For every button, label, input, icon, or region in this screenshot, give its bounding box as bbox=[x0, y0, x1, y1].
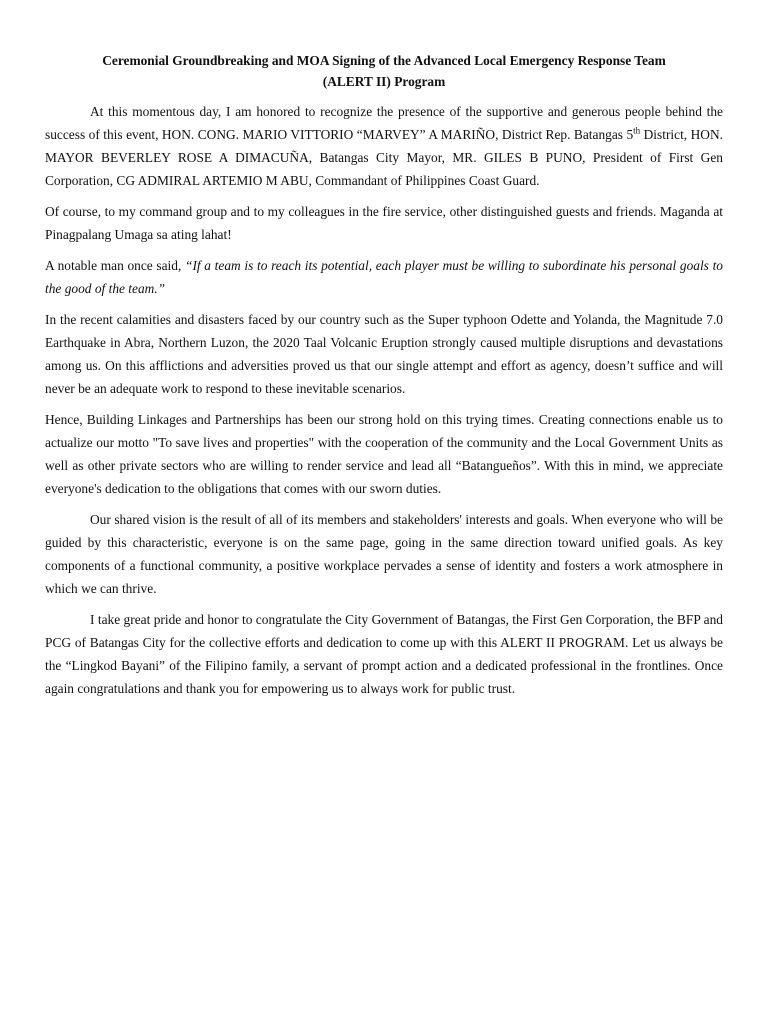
document-page bbox=[45, 50, 723, 708]
quote-lead-in: A notable man once said, bbox=[45, 258, 185, 273]
paragraph-acknowledgements bbox=[45, 100, 723, 192]
paragraph-calamities: In the recent calamities and disasters faced by our country such as the Super typhoon Odette and Yolanda, the Magnitude 7.0 Earthquake in Abra, Northern Luzon, the 2020 Taal Volcanic Eruption strongly caused multiple disruptions and devastations among us. On this afflictions and adversities proved us that our single attempt and effort as agency, doesn’t suffice and will never be an adequate work to respond to these inevitable scenarios. bbox=[45, 312, 723, 396]
paragraph-shared-vision: Our shared vision is the result of all of its members and stakeholders' interests and goals. When everyone who will be guided by this characteristic, everyone is on the same page, going in the same direction toward unified goals. As key components of a functional community, a positive workplace pervades a sense of identity and fosters a work atmosphere in which we can thrive. bbox=[45, 512, 723, 596]
paragraph-acknowledgements-part-1: At this momentous day, I am honored to recognize the presence of the supportive and generous people behind the success of this event, HON. CONG. MARIO VITTORIO “MARVEY” A MARIÑO, District Rep. Batangas 5 bbox=[45, 104, 723, 142]
document-title bbox=[45, 50, 723, 92]
document-title-line-1: Ceremonial Groundbreaking and MOA Signing of the Advanced Local Emergency Response Team bbox=[102, 53, 666, 68]
paragraph-acknowledgements-part-2: District, HON. MAYOR BEVERLEY ROSE A DIMACUÑA, Batangas City Mayor, MR. GILES B PUNO, President of First Gen Corporation, CG ADMIRAL ARTEMIO M ABU, Commandant of Philippines Coast Guard. bbox=[45, 127, 723, 188]
paragraph-greetings: Of course, to my command group and to my colleagues in the fire service, other distinguished guests and friends. Maganda at Pinagpalang Umaga sa ating lahat! bbox=[45, 204, 723, 242]
paragraph-quote bbox=[45, 254, 723, 300]
paragraph-partnerships: Hence, Building Linkages and Partnerships has been our strong hold on this trying times. Creating connections enable us to actualize our motto "To save lives and properties" with the cooperation of the community and the Local Government Units as well as other private sectors who are willing to render service and lead all “Batangueños”. With this in mind, we appreciate everyone's dedication to the obligations that comes with our sworn duties. bbox=[45, 412, 723, 496]
ordinal-suffix: th bbox=[633, 125, 641, 136]
quote-text: “If a team is to reach its potential, each player must be willing to subordinate his personal goals to the good of the team.” bbox=[45, 258, 723, 296]
paragraph-congratulations: I take great pride and honor to congratulate the City Government of Batangas, the First Gen Corporation, the BFP and PCG of Batangas City for the collective efforts and dedication to come up with this ALERT II PROGRAM. Let us always be the “Lingkod Bayani” of the Filipino family, a servant of prompt action and a dedicated professional in the frontlines. Once again congratulations and thank you for empowering us to always work for public trust. bbox=[45, 612, 723, 696]
document-title-line-2: (ALERT II) Program bbox=[322, 74, 446, 89]
